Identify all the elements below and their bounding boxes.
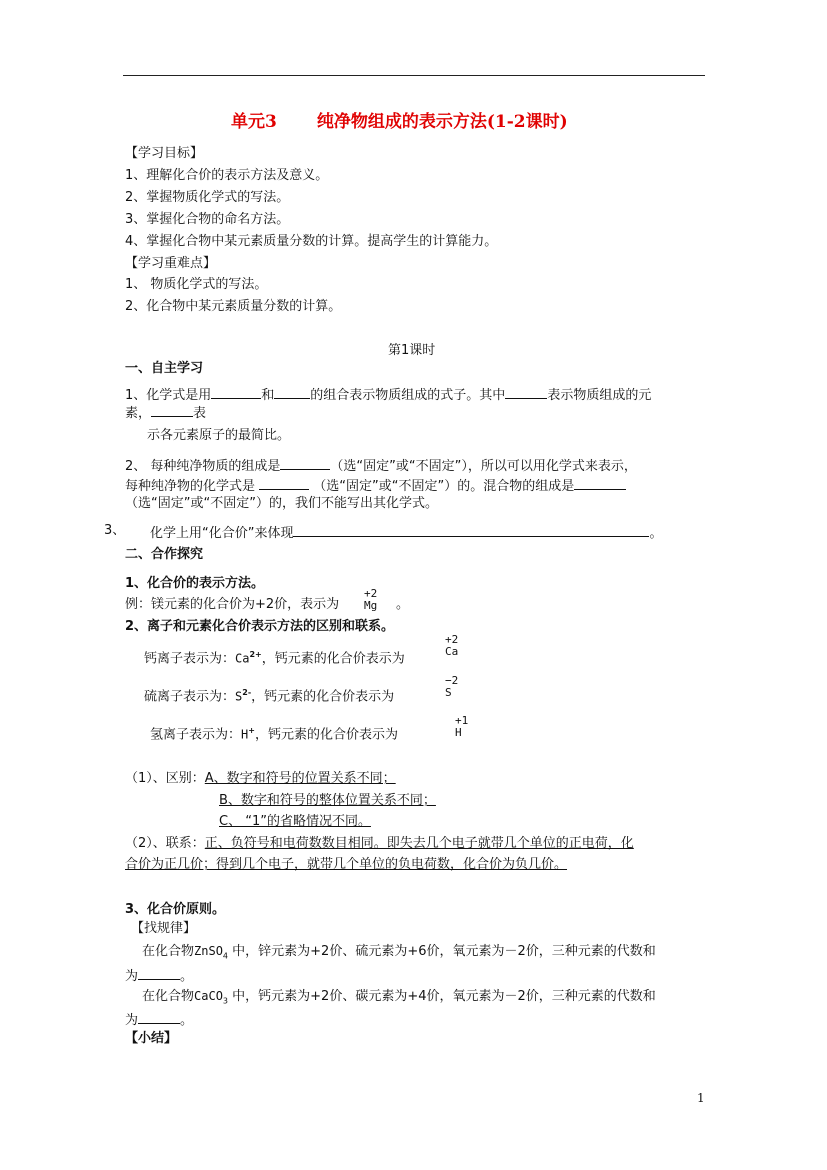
question-2-line1: 2、 每种纯净物质的组成是 （选“固定”或“不固定”），所以可以用化学式来表示，	[125, 455, 637, 476]
subsection-2-1: 1、化合价的表示方法。	[125, 576, 265, 591]
answer-blank[interactable]	[151, 402, 193, 417]
question-3-number: 3、	[104, 523, 126, 538]
answer-blank[interactable]	[574, 475, 626, 490]
answer-blank[interactable]	[505, 384, 547, 399]
example-line: 例：镁元素的化合价为+2价，表示为	[125, 597, 340, 612]
answer-blank[interactable]	[211, 384, 261, 399]
znso4-line2: 为 。	[125, 965, 193, 986]
calcium-ion-line: 钙离子表示为：$Ca^{2+}$，钙元素的化合价表示为	[144, 650, 405, 667]
answer-blank[interactable]	[280, 455, 330, 470]
answer-blank[interactable]	[138, 1009, 180, 1024]
question-1-line2: 素， 表	[125, 402, 206, 423]
answer-blank[interactable]	[138, 965, 180, 980]
objectives-heading: 【学习目标】	[125, 146, 204, 161]
example-end: 。	[396, 597, 410, 612]
answer-blank[interactable]	[259, 475, 309, 490]
sulfur-valence: −2 S	[445, 674, 459, 699]
sulfur-ion-line: 硫离子表示为：$S^{2-}$，钙元素的化合价表示为	[144, 688, 395, 705]
page-number: 1	[697, 1091, 705, 1105]
header-rule	[123, 75, 705, 76]
objective-item: 2、掌握物质化学式的写法。	[125, 190, 290, 205]
lesson-label: 第1课时	[388, 343, 436, 358]
title-unit: 单元3	[231, 112, 277, 132]
keypoint-item: 2、化合物中某元素质量分数的计算。	[125, 299, 342, 314]
title-name: 纯净物组成的表示方法(1-2课时)	[316, 112, 568, 132]
objective-item: 1、理解化合价的表示方法及意义。	[125, 168, 329, 183]
caco3-line2: 为 。	[125, 1009, 193, 1030]
answer-blank[interactable]	[274, 384, 310, 399]
question-1-line3: 示各元素原子的最简比。	[147, 428, 291, 443]
subsection-3: 3、化合价原则。	[125, 902, 226, 917]
caco3-line1: 在化合物CaCO$_3$ 中，钙元素为+2价、碳元素为+4价，氧元素为－2价，三种元素的代数和	[142, 989, 656, 1006]
question-2-line3: （选“固定”或“不固定”）的，我们不能写出其化学式。	[125, 496, 438, 511]
subsection-2-2: 2、离子和元素化合价表示方法的区别和联系。	[125, 619, 395, 634]
keypoints-heading: 【学习重难点】	[125, 256, 217, 271]
section1-heading: 一、自主学习	[125, 361, 204, 376]
difference-line-b: B、数字和符号的整体位置关系不同；	[219, 793, 436, 808]
difference-line-c: C、 “1”的省略情况不同。	[219, 814, 371, 829]
objective-item: 3、掌握化合物的命名方法。	[125, 212, 290, 227]
relation-line-2: 合价为正几价；得到几个电子，就带几个单位的负电荷数，化合价为负几价。	[125, 857, 568, 872]
keypoint-item: 1、 物质化学式的写法。	[125, 277, 268, 292]
hydrogen-ion-line: 氢离子表示为：H+，钙元素的化合价表示为	[150, 726, 398, 743]
hydrogen-valence: +1 H	[455, 714, 469, 739]
objective-item: 4、掌握化合物中某元素质量分数的计算。提高学生的计算能力。	[125, 234, 498, 249]
znso4-line1: 在化合物ZnSO$_4$ 中，锌元素为+2价、硫元素为+6价，氧元素为－2价，三种元素的代数和	[142, 944, 656, 961]
mg-valence: +2 Mg	[364, 587, 378, 612]
calcium-valence: +2 Ca	[445, 633, 459, 658]
summary-label: 【小结】	[125, 1031, 178, 1046]
question-3: 化学上用“化合价”来体现 。	[150, 522, 663, 543]
find-pattern-label: 【找规律】	[131, 921, 197, 936]
question-1-line1: 1、化学式是用 和 的组合表示物质组成的式子。其中 表示物质组成的元	[125, 384, 651, 405]
relation-line-1: （2）、联系：正、负符号和电荷数数目相同。即失去几个电子就带几个单位的正电荷，化	[125, 836, 634, 851]
section2-heading: 二、合作探究	[125, 547, 204, 562]
question-2-line2: 每种纯净物的化学式是 （选“固定”或“不固定”）的。混合物的组成是	[125, 475, 626, 496]
page-title	[231, 113, 568, 131]
difference-line-a: （1）、区别：A、数字和符号的位置关系不同；	[125, 771, 396, 786]
answer-blank[interactable]	[293, 522, 649, 537]
